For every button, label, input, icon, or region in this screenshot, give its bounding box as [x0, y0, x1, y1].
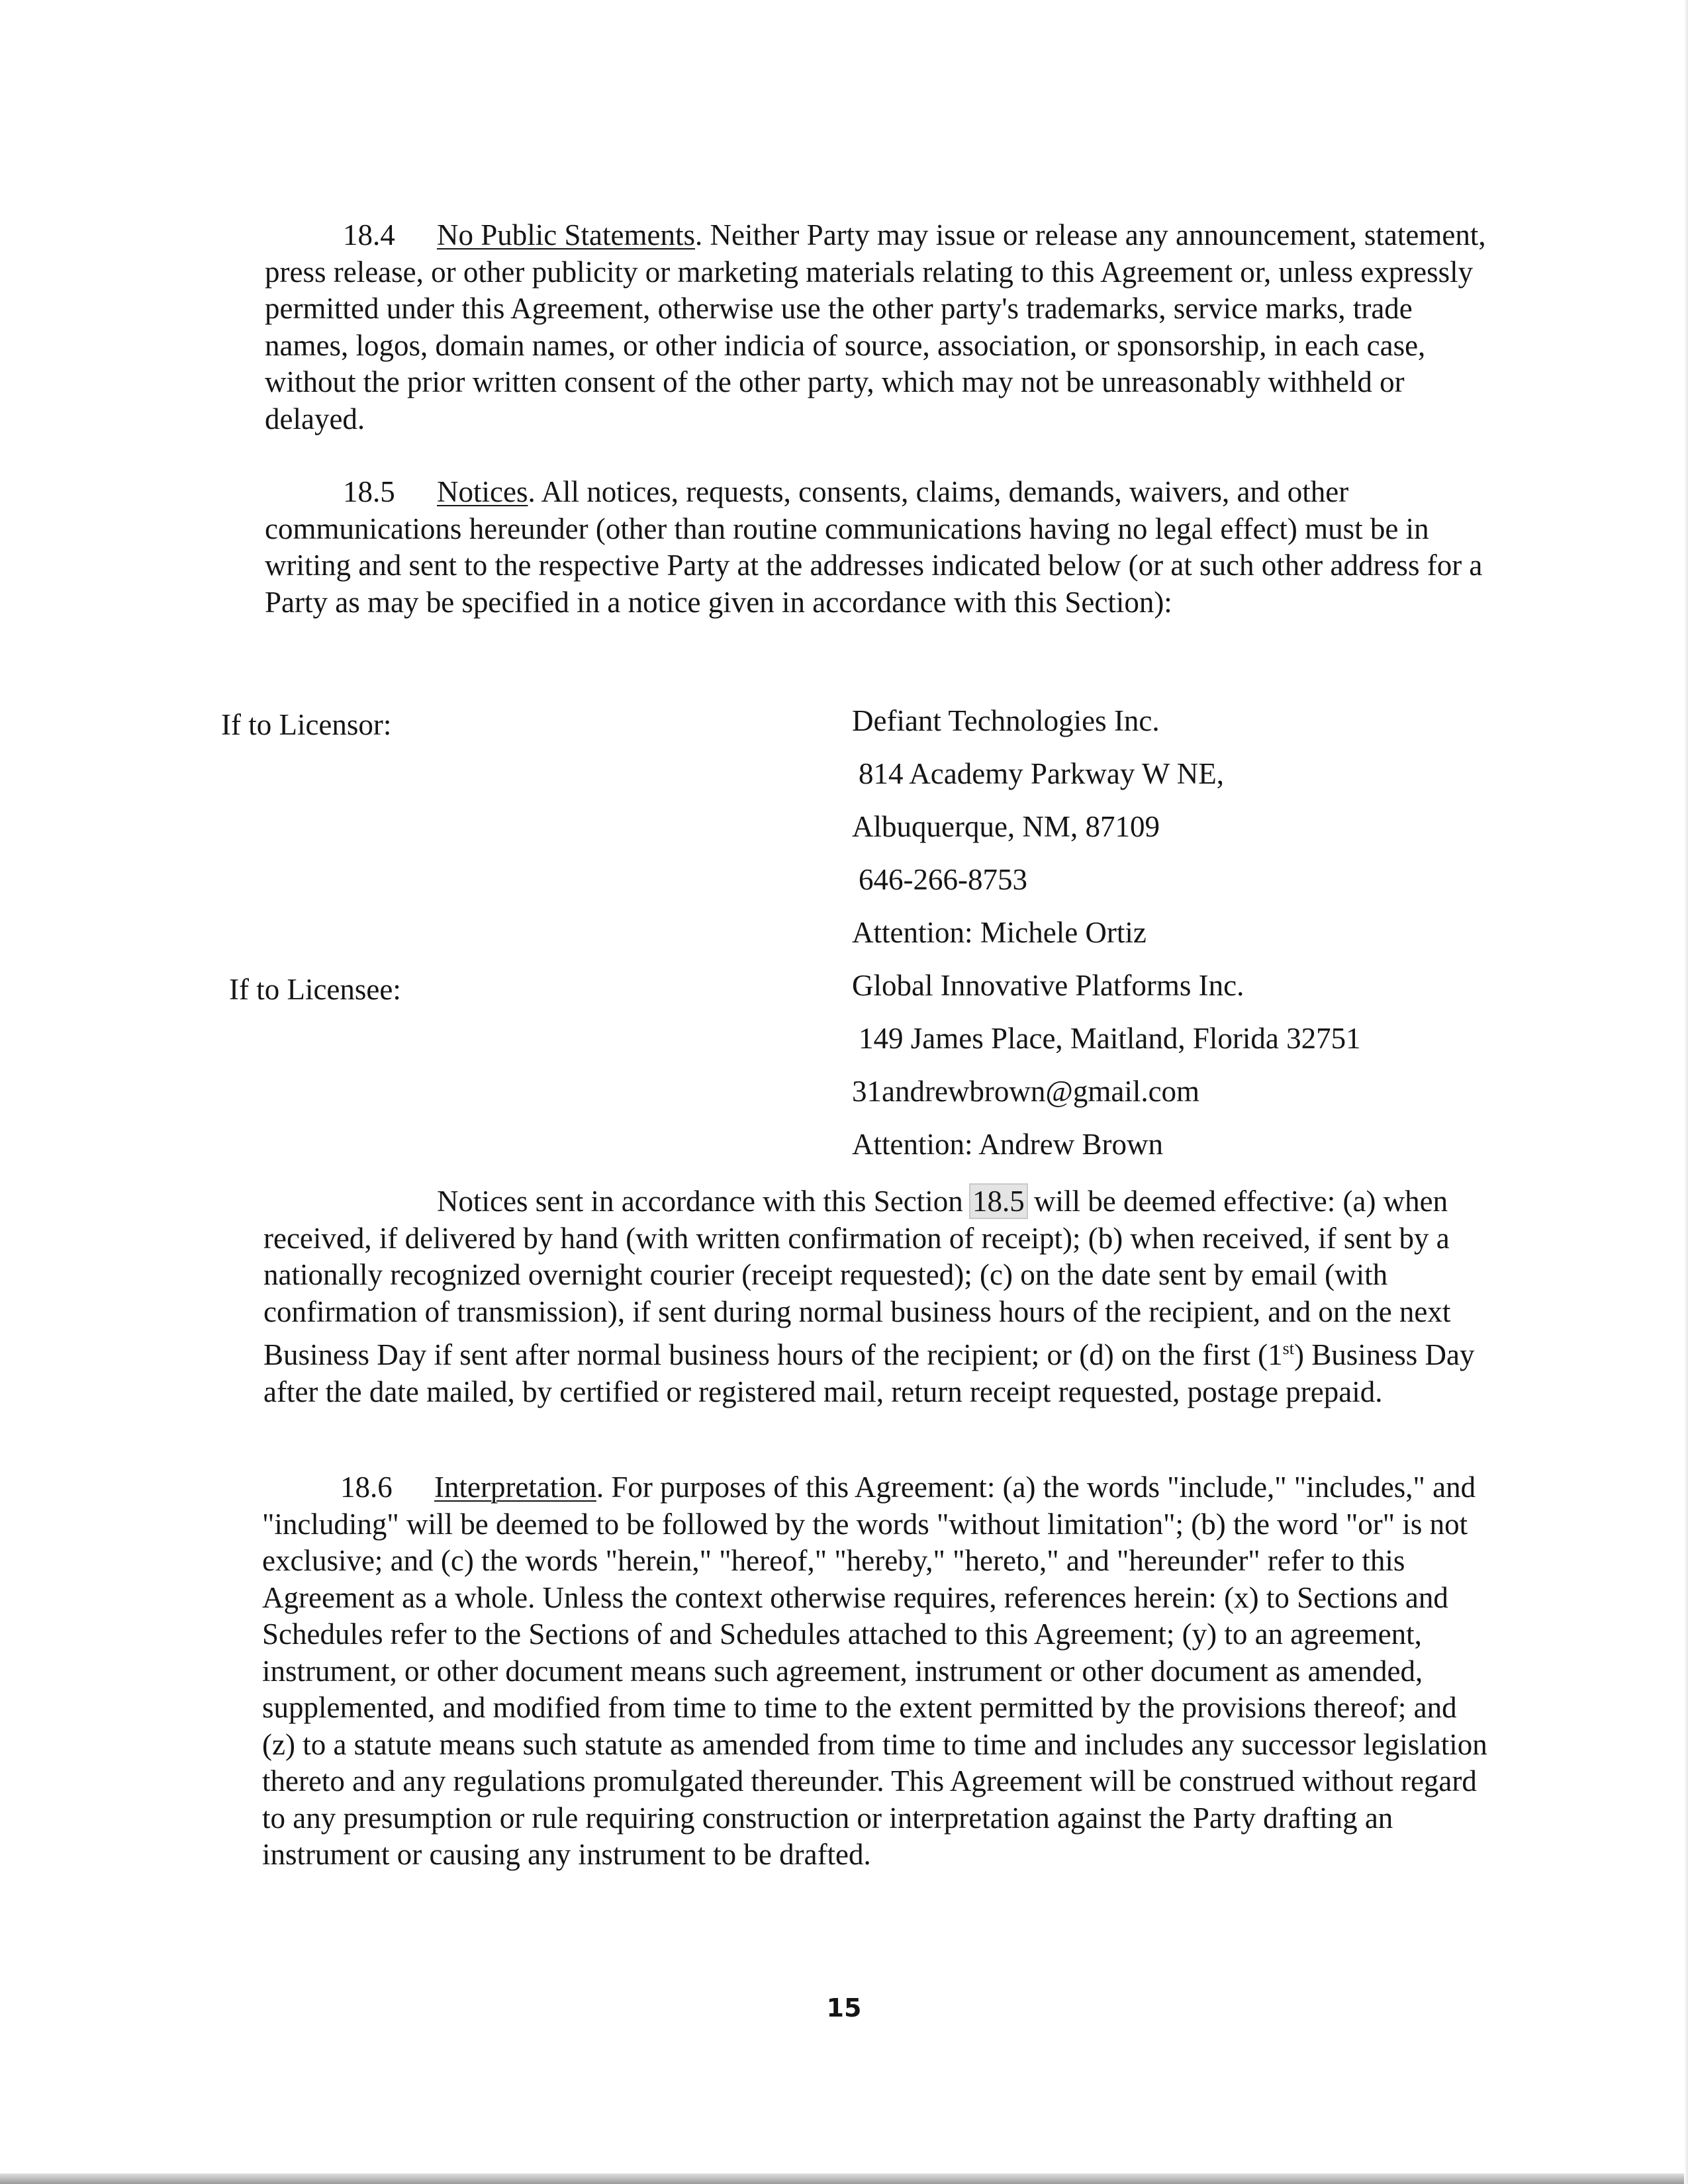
section-18-6: [262, 1469, 1492, 1874]
section-number: 18.6: [340, 1471, 393, 1504]
section-18-4: [265, 217, 1489, 437]
licensee-email: 31andrewbrown@gmail.com: [852, 1075, 1200, 1108]
licensee-label: If to Licensee:: [229, 973, 401, 1006]
licensor-city: Albuquerque, NM, 87109: [852, 810, 1160, 843]
section-heading: Notices: [437, 475, 528, 508]
notices-effective-paragraph: [263, 1183, 1488, 1410]
section-body: . All notices, requests, consents, claims, demands, waivers, and other communications hereunder (other than routine communications having no legal effect) must be in writing and sent to the respective Party at the addresses indicated below (or at such other address for a Party as may be specified in a notice given in accordance with this Section):: [265, 475, 1483, 619]
notice-addresses: [852, 703, 1361, 1179]
effective-text-a: will be deemed effective: (a) when received, if delivered by hand (with written confirmation of receipt); (b) when received, if sent by a nationally recognized overnight courier (receipt requested); (c) on the date sent by email (with confirmation of transmission), if sent during normal business hours of the recipient, and on the next Business Day if sent after normal business hours of the recipient; or (d) on the first (1: [263, 1185, 1451, 1371]
effective-lead: Notices sent in accordance with this Section: [437, 1185, 971, 1218]
effective-text-b: ) Business Day after the date mailed, by certified or registered mail, return receipt requested, postage prepaid.: [263, 1338, 1475, 1408]
licensee-company: Global Innovative Platforms Inc.: [852, 969, 1244, 1002]
scan-bottom-edge: [0, 2173, 1688, 2184]
section-18-5: [265, 474, 1489, 621]
licensor-attention: Attention: Michele Ortiz: [852, 916, 1147, 949]
ordinal-superscript: st: [1282, 1339, 1294, 1358]
licensor-label: If to Licensor:: [221, 708, 392, 741]
licensor-street: 814 Academy Parkway W NE,: [859, 757, 1224, 790]
section-number: 18.5: [343, 475, 395, 508]
section-body: . Neither Party may issue or release any announcement, statement, press release, or other publicity or marketing materials relating to this Agreement or, unless expressly permitted under this Agreement, otherwise use the other party's trademarks, service marks, trade names, logos, domain names, or other indicia of source, association, or sponsorship, in each case, without the prior written consent of the other party, which may not be unreasonably withheld or delayed.: [265, 218, 1486, 435]
scan-right-edge: [1684, 0, 1688, 2184]
licensee-street: 149 James Place, Maitland, Florida 32751: [859, 1022, 1361, 1055]
section-body: . For purposes of this Agreement: (a) the words "include," "includes," and "including" will be deemed to be followed by the words "without limitation"; (b) the word "or" is not exclusive; and (c) the words "herein," "hereof," "hereby," "hereto," and "hereunder" refer to this Agreement as a whole. Unless the context otherwise requires, references herein: (x) to Sections and Schedules refer to the Sections of and Schedules attached to this Agreement; (y) to an agreement, instrument, or other document means such agreement, instrument or other document as amended, supplemented, and modified from time to time to the extent permitted by the provisions thereof; and (z) to a statute means such statute as amended from time to time and includes any successor legislation thereto and any regulations promulgated thereunder. This Agreement will be construed without regard to any presumption or rule requiring construction or interpretation against the Party drafting an instrument or causing any instrument to be drafted.: [262, 1471, 1487, 1871]
section-heading: No Public Statements: [437, 218, 695, 251]
section-number: 18.4: [343, 218, 395, 251]
licensor-company: Defiant Technologies Inc.: [852, 704, 1160, 737]
page-number: 15: [826, 1993, 862, 2023]
licensee-attention: Attention: Andrew Brown: [852, 1128, 1163, 1161]
licensor-phone: 646-266-8753: [859, 863, 1027, 896]
section-heading: Interpretation: [434, 1471, 596, 1504]
section-reference-highlight: 18.5: [970, 1185, 1027, 1218]
